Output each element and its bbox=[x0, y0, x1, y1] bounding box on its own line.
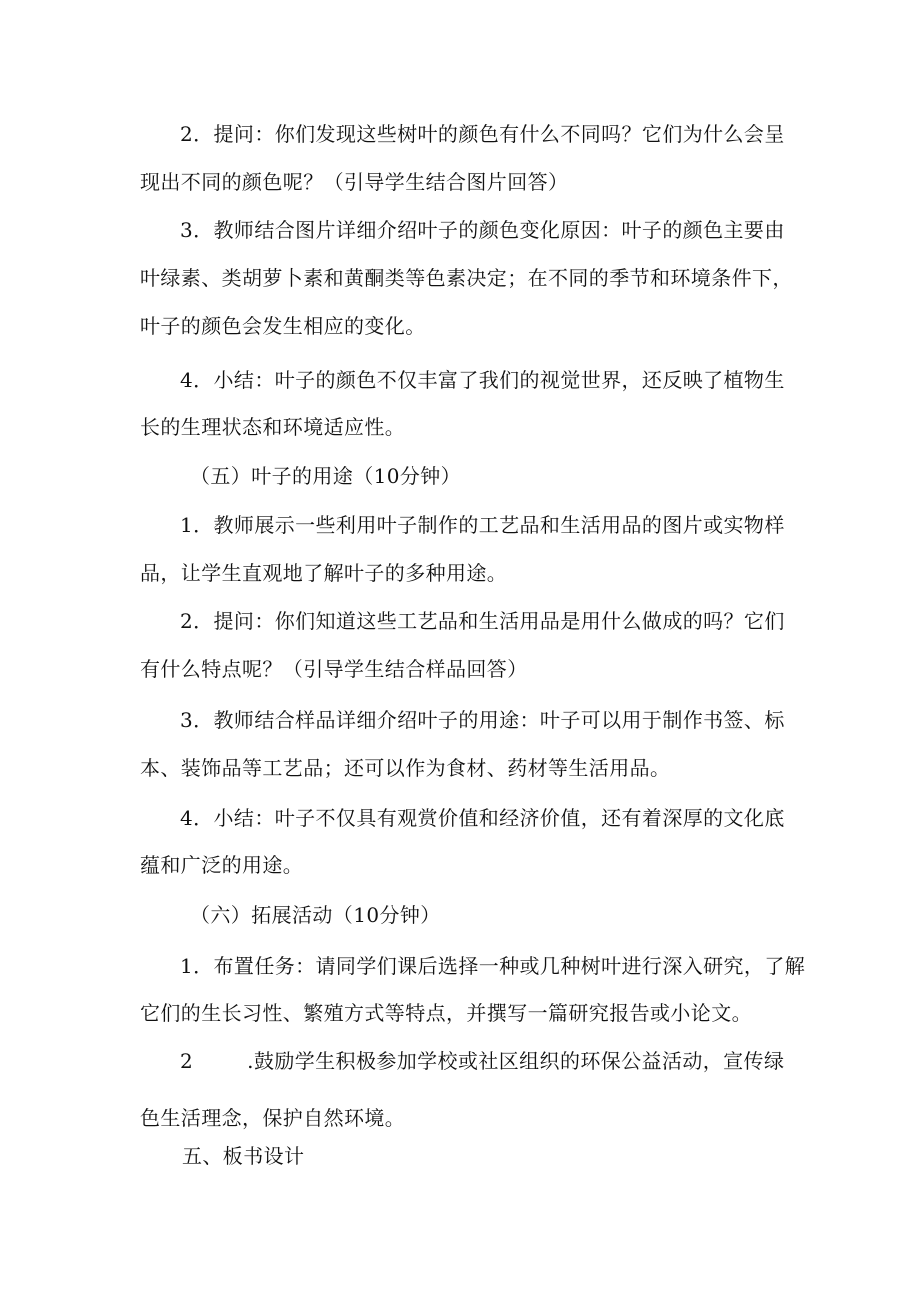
paragraph-line: 品，让学生直观地了解叶子的多种用途。 bbox=[140, 561, 508, 585]
paragraph-line: 叶绿素、类胡萝卜素和黄酮类等色素决定；在不同的季节和环境条件下， bbox=[140, 266, 793, 290]
paragraph-line: 有什么特点呢？（引导学生结合样品回答） bbox=[140, 657, 528, 681]
paragraph-line: 叶子的颜色会发生相应的变化。 bbox=[140, 314, 426, 338]
paragraph-line: 蕴和广泛的用途。 bbox=[140, 853, 304, 877]
paragraph-line: 2 .鼓励学生积极参加学校或社区组织的环保公益活动，宣传绿 bbox=[180, 1049, 785, 1073]
paragraph-line: 色生活理念，保护自然环境。 bbox=[140, 1106, 406, 1130]
paragraph-line: 它们的生长习性、繁殖方式等特点，并撰写一篇研究报告或小论文。 bbox=[140, 1001, 752, 1025]
paragraph-line: 2．提问：你们知道这些工艺品和生活用品是用什么做成的吗？它们 bbox=[180, 609, 785, 633]
section-heading: （五）叶子的用途（10分钟） bbox=[190, 464, 462, 488]
paragraph-line: 3．教师结合图片详细介绍叶子的颜色变化原因：叶子的颜色主要由 bbox=[180, 218, 785, 242]
paragraph-line: 3．教师结合样品详细介绍叶子的用途：叶子可以用于制作书签、标 bbox=[180, 708, 785, 732]
paragraph-line: 1．布置任务：请同学们课后选择一种或几种树叶进行深入研究，了解 bbox=[180, 954, 806, 978]
paragraph-line: 本、装饰品等工艺品；还可以作为食材、药材等生活用品。 bbox=[140, 756, 671, 780]
section-heading: （六）拓展活动（10分钟） bbox=[190, 903, 441, 927]
paragraph-line: 4．小结：叶子的颜色不仅丰富了我们的视觉世界，还反映了植物生 bbox=[180, 368, 785, 392]
paragraph-line: 2．提问：你们发现这些树叶的颜色有什么不同吗？它们为什么会呈 bbox=[180, 122, 785, 146]
paragraph-line: 现出不同的颜色呢？（引导学生结合图片回答） bbox=[140, 170, 569, 194]
paragraph-line: 4．小结：叶子不仅具有观赏价值和经济价值，还有着深厚的文化底 bbox=[180, 806, 785, 830]
paragraph-line: 1．教师展示一些利用叶子制作的工艺品和生活用品的图片或实物样 bbox=[180, 513, 785, 537]
section-heading: 五、板书设计 bbox=[182, 1144, 305, 1168]
paragraph-line: 长的生理状态和环境适应性。 bbox=[140, 415, 406, 439]
